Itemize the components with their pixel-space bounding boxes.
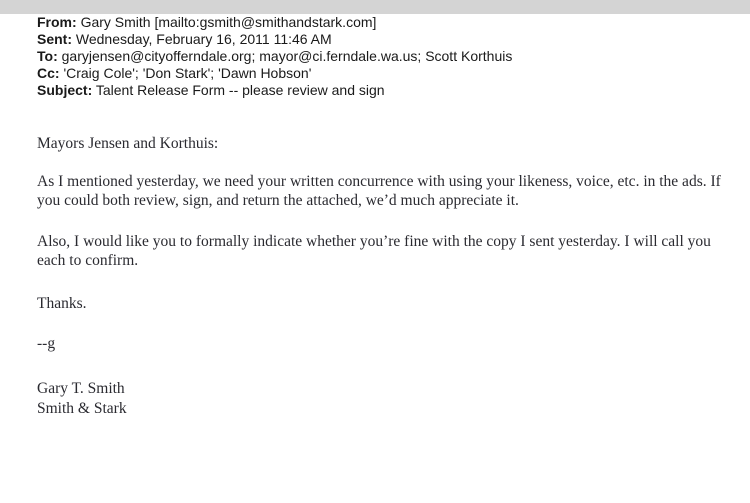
closing-thanks: Thanks. bbox=[37, 295, 87, 312]
signature-name: Gary T. Smith bbox=[37, 380, 125, 397]
subject-label: Subject: bbox=[37, 82, 93, 98]
sent-value: Wednesday, February 16, 2011 11:46 AM bbox=[75, 31, 332, 47]
cc-row bbox=[37, 65, 512, 82]
email-header bbox=[37, 14, 512, 99]
sender-initial: --g bbox=[37, 335, 56, 352]
subject-value: Talent Release Form -- please review and sign bbox=[95, 82, 385, 98]
subject-row bbox=[37, 82, 512, 99]
to-row bbox=[37, 48, 512, 65]
signature-firm: Smith & Stark bbox=[37, 400, 127, 417]
salutation: Mayors Jensen and Korthuis: bbox=[37, 135, 219, 152]
sent-row bbox=[37, 31, 512, 48]
to-value: garyjensen@cityofferndale.org; mayor@ci.ferndale.wa.us; Scott Korthuis bbox=[61, 48, 513, 64]
to-label: To: bbox=[37, 48, 58, 64]
from-row bbox=[37, 14, 512, 31]
email-document bbox=[0, 14, 750, 503]
cc-value: 'Craig Cole'; 'Don Stark'; 'Dawn Hobson' bbox=[63, 65, 312, 81]
body-paragraph-1: As I mentioned yesterday, we need your written concurrence with using your likeness, voice, etc. in the ads. If you could both review, sign, and return the attached, we’d much appreciate it. bbox=[37, 173, 721, 209]
from-label: From: bbox=[37, 14, 77, 30]
sent-label: Sent: bbox=[37, 31, 72, 47]
from-value: Gary Smith [mailto:gsmith@smithandstark.com] bbox=[80, 14, 377, 30]
top-strip bbox=[0, 0, 750, 14]
cc-label: Cc: bbox=[37, 65, 60, 81]
body-paragraph-2: Also, I would like you to formally indicate whether you’re fine with the copy I sent yesterday. I will call you each to confirm. bbox=[37, 233, 711, 269]
